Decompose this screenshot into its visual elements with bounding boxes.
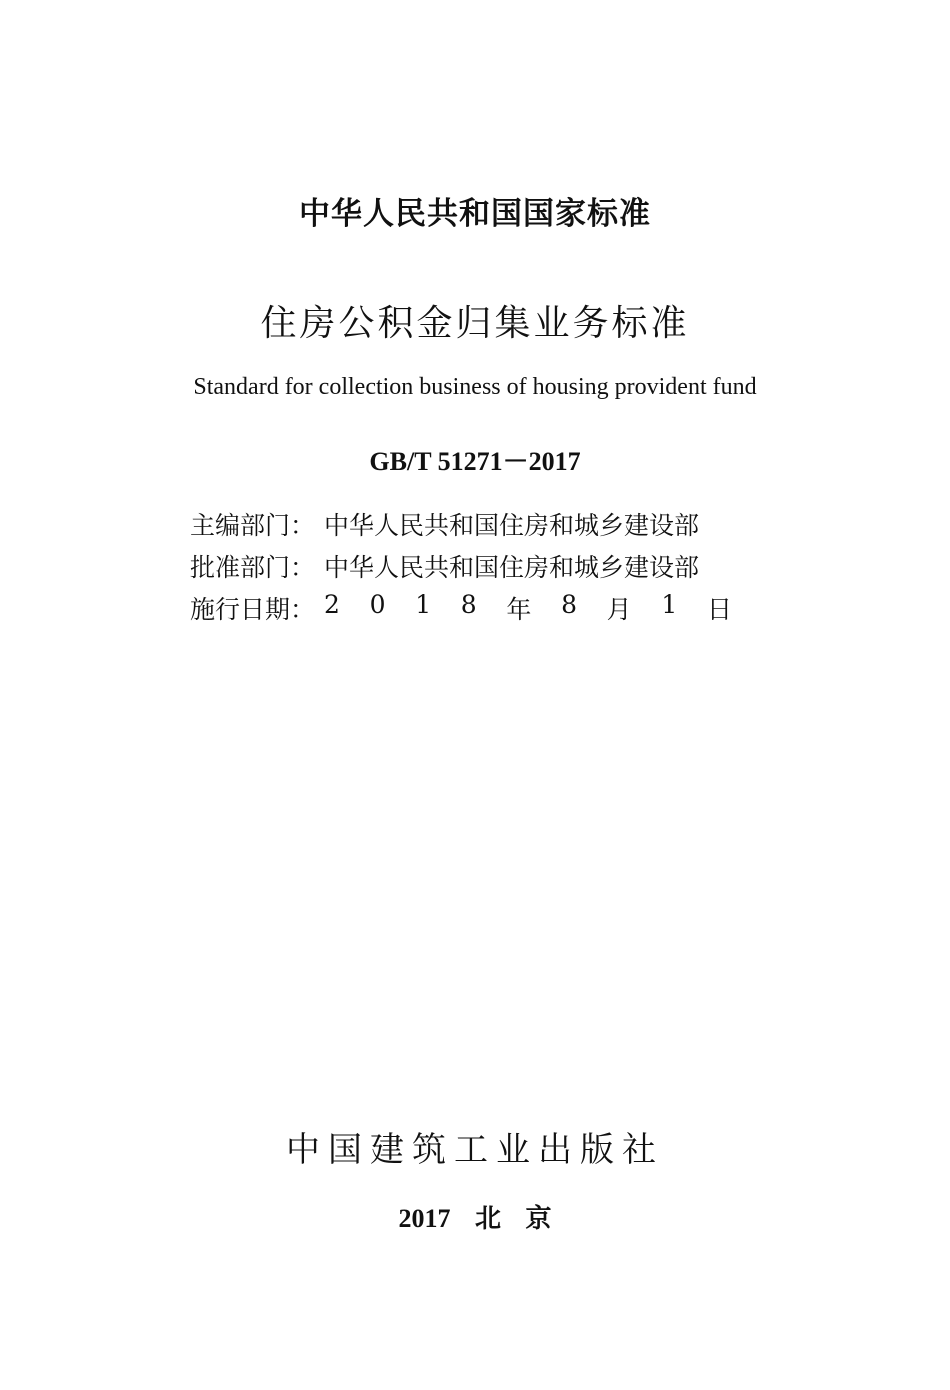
standard-title-english: Standard for collection business of housing provident fund — [193, 374, 757, 400]
effective-date-value — [324, 590, 732, 626]
date-part: 8 — [561, 590, 577, 619]
approver-value: 中华人民共和国住房和城乡建设部 — [324, 553, 700, 582]
date-part: 年 — [506, 595, 532, 624]
date-part: 8 — [460, 590, 477, 619]
standard-title-chinese: 住房公积金归集业务标准 — [260, 303, 690, 344]
date-part: 1 — [415, 590, 432, 619]
publisher: 中国建筑工业出版社 — [286, 1130, 664, 1170]
date-part: 0 — [369, 590, 386, 619]
chief-editor-value: 中华人民共和国住房和城乡建设部 — [324, 511, 700, 540]
series-title: 中华人民共和国国家标准 — [299, 196, 651, 232]
publication-city: 北 京 — [474, 1204, 552, 1233]
effective-date-row — [190, 587, 770, 629]
chief-editor-row — [190, 503, 770, 545]
date-part: 日 — [706, 595, 732, 624]
publication-year: 2017 — [398, 1204, 451, 1233]
publication-place — [0, 1198, 950, 1235]
chief-editor-label: 主编部门： — [190, 511, 316, 540]
approver-label: 批准部门： — [190, 553, 316, 582]
date-part: 月 — [606, 595, 632, 624]
approver-row — [190, 545, 770, 587]
date-part: 1 — [661, 590, 678, 619]
metadata-block — [190, 503, 770, 629]
date-part: 2 — [324, 590, 340, 619]
standard-code: GB/T 51271－2017 — [369, 447, 581, 476]
effective-date-label: 施行日期： — [190, 595, 316, 624]
